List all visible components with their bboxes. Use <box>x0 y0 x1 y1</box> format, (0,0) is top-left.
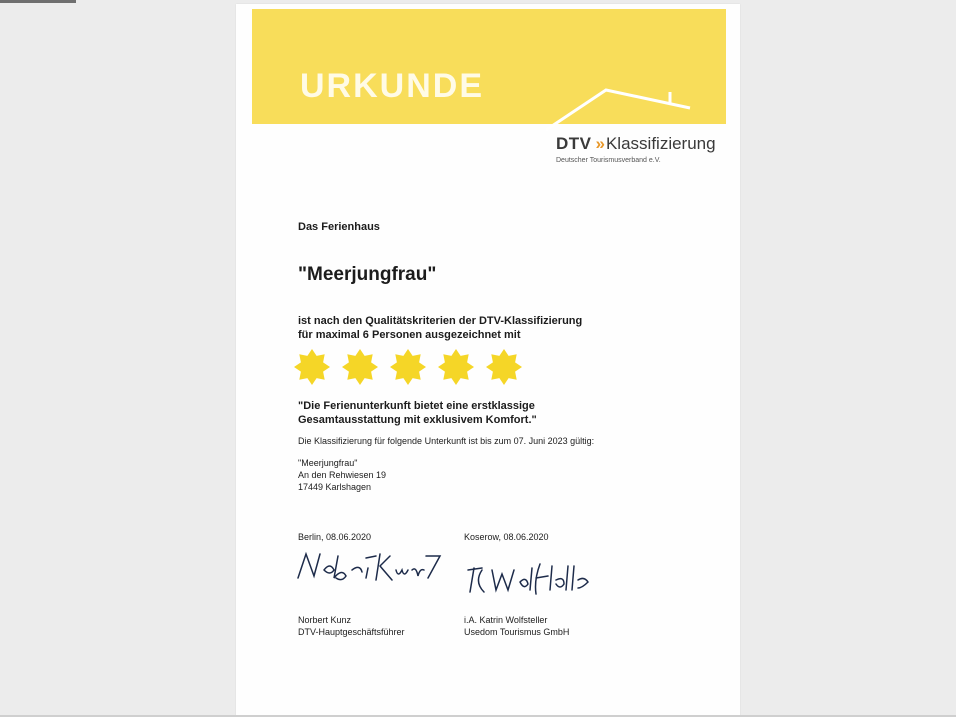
star-icon <box>342 349 378 385</box>
address-city: 17449 Karlshagen <box>298 482 372 492</box>
certificate-page <box>236 4 740 717</box>
logo-name: Klassifizierung <box>605 134 716 153</box>
logo-arrows-icon: » <box>595 134 602 153</box>
criteria-line-1: ist nach den Qualitätskriterien der DTV-Klassifizierung <box>298 315 583 327</box>
left-place-date: Berlin, 08.06.2020 <box>298 532 372 542</box>
right-signatory-title: Usedom Tourismus GmbH <box>464 627 570 637</box>
address-street: An den Rehwiesen 19 <box>298 470 387 480</box>
star-icon <box>390 349 426 385</box>
star-icon <box>486 349 522 385</box>
quote-line-2: Gesamtausstattung mit exklusivem Komfort." <box>298 414 537 426</box>
window-edge-marker <box>0 0 76 3</box>
property-name: "Meerjungfrau" <box>298 264 437 285</box>
star-icon <box>438 349 474 385</box>
criteria-line-2: für maximal 6 Personen ausgezeichnet mit <box>298 329 521 341</box>
left-signatory-name: Norbert Kunz <box>298 615 352 625</box>
star-icon <box>294 349 330 385</box>
banner-title: URKUNDE <box>300 67 484 105</box>
address-name: "Meerjungfrau" <box>298 458 358 468</box>
logo-brand: DTV <box>556 134 592 153</box>
right-signatory-name: i.A. Katrin Wolfsteller <box>464 615 548 625</box>
left-signature <box>294 548 444 584</box>
dtv-logo <box>556 134 716 164</box>
logo-subtitle: Deutscher Tourismusverband e.V. <box>556 157 661 164</box>
house-roof-outline <box>542 84 702 134</box>
star-rating <box>294 349 522 385</box>
right-signature <box>464 560 594 596</box>
left-signatory-title: DTV-Hauptgeschäftsführer <box>298 627 405 637</box>
validity-text: Die Klassifizierung für folgende Unterkunft ist bis zum 07. Juni 2023 gültig: <box>298 436 595 446</box>
right-place-date: Koserow, 08.06.2020 <box>464 532 549 542</box>
intro-text: Das Ferienhaus <box>298 221 380 233</box>
quote-line-1: "Die Ferienunterkunft bietet eine erstklassige <box>298 400 535 412</box>
